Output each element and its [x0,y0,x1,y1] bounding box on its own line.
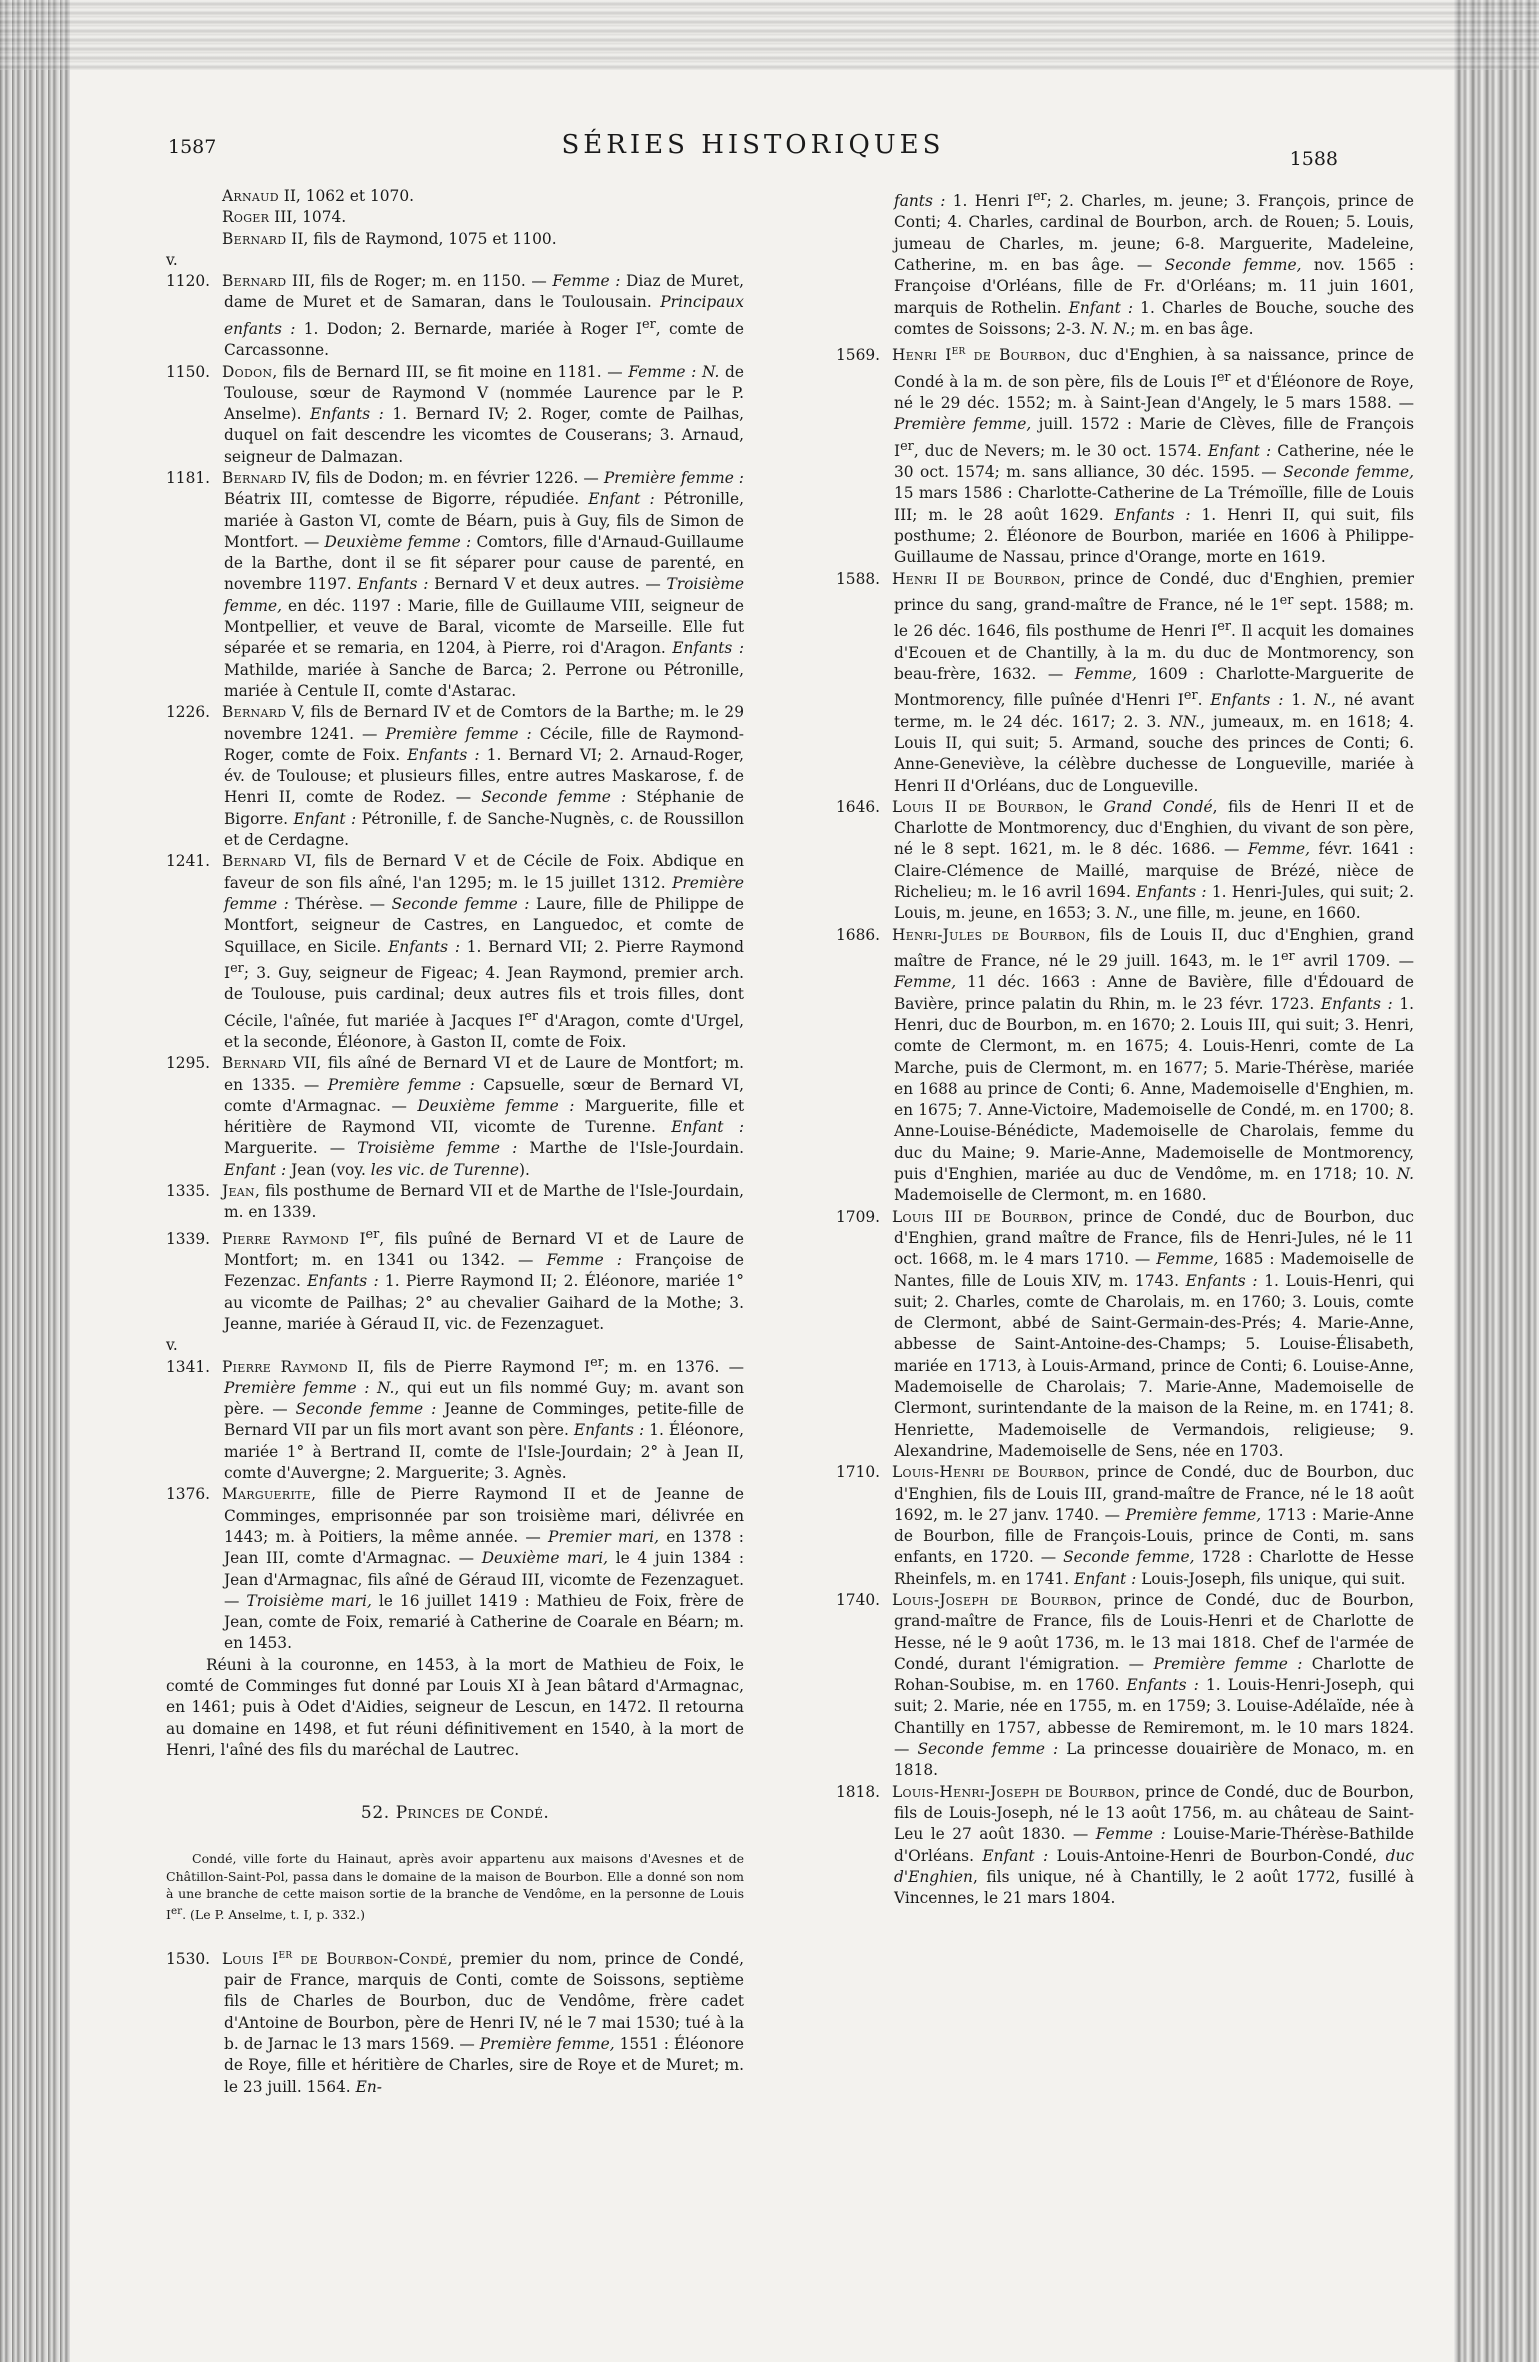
entry-text: Henri II de Bourbon, prince de Condé, duc d'Enghien, premier prince du sang, grand-maître de France, né le 1er sept. 1588; m. le 26 déc. 1646, fils posthume de Henri Ier. Il acquit les domaines d'Ecouen et de Chantilly, à la m. du duc de Montmorency, son beau-frère, 1632. — Femme, 1609 : Charlotte-Marguerite de Montmorency, fille puînée d'Henri Ier. Enfants : 1. N., né avant terme, m. le 24 déc. 1617; 2. 3. NN., jumeaux, m. en 1618; 4. Louis II, qui suit; 5. Armand, souche des princes de Conti; 6. Anne-Geneviève, la célèbre duchesse de Longueville, mariée à Henri II d'Orléans, duc de Longueville. [892,569,1415,795]
right-entries [836,340,1414,1909]
entry-text: Louis-Henri-Joseph de Bourbon, prince de Condé, duc de Bourbon, fils de Louis-Joseph, né le 13 août 1756, m. au château de Saint-Leu le 27 août 1830. — Femme : Louise-Marie-Thérèse-Bathilde d'Orléans. Enfant : Louis-Antoine-Henri de Bourbon-Condé, duc d'Enghien, fils unique, né à Chantilly, le 2 août 1772, fusillé à Vincennes, le 21 mars 1804. [892,1782,1415,1908]
entry-year: 1226. [166,703,211,722]
genealogy-entry [166,1181,744,1224]
entry-year: 1740. [836,1591,881,1609]
entry-year: 1181. [166,468,211,487]
entry-year: 1150. [166,362,211,381]
entry-text: Louis II de Bourbon, le Grand Condé, fils de Henri II et de Charlotte de Montmorency, duc d'Enghien, du vivant de son père, né le 8 sept. 1621, m. le 8 déc. 1686. — Femme, févr. 1641 : Claire-Clémence de Maillé, marquise de Brézé, nièce de Richelieu; m. le 16 avril 1694. Enfants : 1. Henri-Jules, qui suit; 2. Louis, m. jeune, en 1653; 3. N., une fille, m. jeune, en 1660. [892,797,1414,923]
entry-text: Jean, fils posthume de Bernard VII et de Marthe de l'Isle-Jourdain, m. en 1339. [222,1182,744,1222]
genealogy-entry [166,186,744,207]
entry-year: v. 1120. [166,250,211,291]
entry-year: 1710. [836,1463,881,1482]
entry-year: 1686. [836,925,881,944]
conde-entry [836,1590,1414,1782]
genealogy-entry [166,1224,744,1336]
entry-text: Louis-Joseph de Bourbon, prince de Condé, duc de Bourbon, grand-maître de France, fils de Louis-Henri et de Charlotte de Hesse, né le 9 août 1736, m. le 13 mai 1818. Chef de l'armée de Condé, durant l'émigration. — Première femme : Charlotte de Rohan-Soubise, m. en 1760. Enfants : 1. Louis-Henri-Joseph, qui suit; 2. Marie, née en 1755, m. en 1759; 3. Louise-Adélaïde, née à Chantilly en 1757, abbesse de Remiremont, m. le 10 mars 1824. — Seconde femme : La princesse douairière de Monaco, m. en 1818. [892,1591,1414,1780]
genealogy-entry [166,229,744,250]
genealogy-entry [166,250,744,362]
genealogy-entry [166,1335,744,1484]
conde-entry [836,340,1414,568]
entry-text: Henri-Jules de Bourbon, fils de Louis II, duc d'Enghien, grand maître de France, né le 29 juill. 1643, m. le 1er avril 1709. — Femme, 11 déc. 1663 : Anne de Bavière, fille d'Édouard de Bavière, prince palatin du Rhin, m. le 23 févr. 1723. Enfants : 1. Henri, duc de Bourbon, m. en 1670; 2. Louis III, qui suit; 3. Henri, comte de Clermont, m. en 1675; 4. Louis-Henri, comte de La Marche, puis de Clermont, m. en 1677; 5. Marie-Thérèse, mariée en 1688 au prince de Conti; 6. Anne, Mademoiselle d'Enghien, m. en 1675; 7. Anne-Victoire, Mademoiselle de Condé, m. en 1700; 8. Anne-Louise-Bénédicte, Mademoiselle de Charolais, femme du duc du Maine; 9. Marie-Anne, Mademoiselle de Montmorency, puis d'Enghien, mariée au duc de Vendôme, m. en 1718; 10. N. Mademoiselle de Clermont, m. en 1680. [892,925,1415,1205]
entry-text: Bernard IV, fils de Dodon; m. en février 1226. — Première femme : Béatrix III, comtesse de Bigorre, répudiée. Enfant : Pétronille, mariée à Gaston VI, comte de Béarn, puis à Guy, fils de Simon de Montfort. — Deuxième femme : Comtors, fille d'Arnaud-Guillaume de la Barthe, dont il se fit séparer pour cause de parenté, en novembre 1197. Enfants : Bernard V et deux autres. — Troisième femme, en déc. 1197 : Marie, fille de Guillaume VIII, seigneur de Montpellier, et veuve de Baral, vicomte de Marseille. Elle fut séparée et se remaria, en 1204, à Pierre, roi d'Aragon. Enfants : Mathilde, mariée à Sanche de Barca; 2. Perrone ou Pétronille, mariée à Centule II, comte d'Astarac. [222,468,745,700]
entry-year: 1818. [836,1782,881,1801]
entry-text: Bernard VI, fils de Bernard V et de Cécile de Foix. Abdique en faveur de son fils aîné, l'an 1295; m. le 15 juillet 1312. Première femme : Thérèse. — Seconde femme : Laure, fille de Philippe de Montfort, seigneur de Castres, en Languedoc, et comte de Squillace, en Sicile. Enfants : 1. Bernard VII; 2. Pierre Raymond Ier; 3. Guy, seigneur de Figeac; 4. Jean Raymond, premier arch. de Toulouse, puis cardinal; deux autres fils et trois filles, dont Cécile, l'aînée, fut mariée à Jacques Ier d'Aragon, comte d'Urgel, et la seconde, Éléonore, à Gaston II, comte de Foix. [222,852,745,1051]
entry-year: 1588. [836,569,881,588]
conde-entry [836,1462,1414,1590]
left-entries [166,186,744,1655]
entry-year: 1646. [836,797,881,816]
page-header [168,130,1338,170]
section-note: Condé, ville forte du Hainaut, après avoir appartenu aux maisons d'Avesnes et de Châtillon-Saint-Pol, passa dans le domaine de la maison de Bourbon. Elle a donné son nom à une branche de cette maison sortie de la branche de Vendôme, en la personne de Louis Ier. (Le P. Anselme, t. I, p. 332.) [166,1851,744,1923]
closing-paragraph: Réuni à la couronne, en 1453, à la mort de Mathieu de Foix, le comté de Comminges fut donné par Louis XI à Jean bâtard d'Armagnac, en 1461; puis à Odet d'Aidies, seigneur de Lescun, en 1472. Il retourna au domaine en 1498, et fut réuni définitivement en 1540, à la mort de Henri, l'aîné des fils du maréchal de Lautrec. [166,1655,744,1759]
entry-text: Louis III de Bourbon, prince de Condé, duc de Bourbon, duc d'Enghien, grand maître de France, fils de Henri-Jules, né le 11 oct. 1668, m. le 4 mars 1710. — Femme, 1685 : Mademoiselle de Nantes, fille de Louis XIV, m. 1743. Enfants : 1. Louis-Henri, qui suit; 2. Charles, comte de Charolais, m. en 1760; 3. Louis, comte de Clermont, abbé de Saint-Germain-des-Prés; 4. Marie-Anne, abbesse de Saint-Antoine-des-Champs; 5. Louise-Élisabeth, mariée en 1713, à Louis-Armand, prince de Conti; 6. Louise-Anne, Mademoiselle de Charolais; 7. Marie-Anne, Mademoiselle de Clermont, surintendante de la maison de la Reine, m. en 1741; 8. Henriette, Mademoiselle de Vermandois, religieuse; 9. Alexandrine, Mademoiselle de Sens, née en 1703. [892,1207,1414,1460]
genealogy-entry [166,1484,744,1654]
entry-text: Arnaud II, 1062 et 1070. [222,187,415,205]
entry-text: Henri Ier de Bourbon, duc d'Enghien, à sa naissance, prince de Condé à la m. de son père, fils de Louis Ier et d'Éléonore de Roye, né le 29 déc. 1552; m. à Saint-Jean d'Angely, le 5 mars 1588. — Première femme, juill. 1572 : Marie de Clèves, fille de François Ier, duc de Nevers; m. le 30 oct. 1574. Enfant : Catherine, née le 30 oct. 1574; m. sans alliance, 30 déc. 1595. — Seconde femme, 15 mars 1586 : Charlotte-Catherine de La Trémoïlle, fille de Louis III; m. le 28 août 1629. Enfants : 1. Henri II, qui suit, fils posthume; 2. Éléonore de Bourbon, mariée en 1606 à Philippe-Guillaume de Nassau, prince d'Orange, morte en 1619. [892,343,1415,567]
conde-entry [836,1207,1414,1463]
conde-entry [836,569,1414,797]
entry-text: Marguerite, fille de Pierre Raymond II et de Jeanne de Comminges, emprisonnée par son troisième mari, délivrée en 1443; m. à Poitiers, la même année. — Premier mari, en 1378 : Jean III, comte d'Armagnac. — Deuxième mari, le 4 juin 1384 : Jean d'Armagnac, fils aîné de Géraud III, vicomte de Fezenzaguet. — Troisième mari, le 16 juillet 1419 : Mathieu de Foix, frère de Jean, comte de Foix, remarié à Catherine de Coarale en Béarn; m. en 1453. [222,1485,745,1653]
entry-year: v. 1341. [166,1336,211,1376]
scan-edge-left [0,0,70,2362]
entry-year: 1295. [166,1054,211,1073]
section-entries [166,1944,744,2098]
genealogy-entry [166,207,744,228]
page-number-left: 1587 [168,136,217,158]
entry-text: Bernard VII, fils aîné de Bernard VI et de Laure de Montfort; m. en 1335. — Première femme : Capsuelle, sœur de Bernard VI, comte d'Armagnac. — Deuxième femme : Marguerite, fille et héritière de Raymond VII, vicomte de Turenne. Enfant : Marguerite. — Troisième femme : Marthe de l'Isle-Jourdain. Enfant : Jean (voy. les vic. de Turenne). [222,1054,745,1179]
entry-text: Pierre Raymond Ier, fils puîné de Bernard VI et de Laure de Montfort; m. en 1341 ou 1342. — Femme : Françoise de Fezenzac. Enfants : 1. Pierre Raymond II; 2. Éléonore, mariée 1° au vicomte de Pailhas; 2° au chevalier Gaihard de la Mothe; 3. Jeanne, mariée à Géraud II, vic. de Fezenzaguet. [222,1226,745,1333]
entry-text: Louis Ier de Bourbon-Condé, premier du nom, prince de Condé, pair de France, marquis de Conti, comte de Soissons, septième fils de Charles de Bourbon, duc de Vendôme, frère cadet d'Antoine de Bourbon, père de Henri IV, né le 7 mai 1530; tué à la b. de Jarnac le 13 mars 1569. — Première femme, 1551 : Éléonore de Roye, fille et héritière de Charles, sire de Roye et de Muret; m. le 23 juill. 1564. En- [222,1946,745,2096]
section-title: 52. Princes de Condé. [360,1803,550,1824]
conde-entry [836,1782,1414,1910]
scan-edge-right [1454,0,1539,2362]
continuation-text: fants : 1. Henri Ier; 2. Charles, m. jeune; 3. François, prince de Conti; 4. Charles, cardinal de Bourbon, arch. de Rouen; 5. Louis, jumeau de Charles, m. jeune; 6-8. Marguerite, Madeleine, Catherine, m. en bas âge. — Seconde femme, nov. 1565 : Françoise d'Orléans, fille de Fr. d'Orléans; m. 11 juin 1601, marquis de Rothelin. Enfant : 1. Charles de Bouche, souche des comtes de Soissons; 2-3. N. N.; m. en bas âge. [894,189,1415,338]
right-column [836,186,1414,1909]
entry-text: Louis-Henri de Bourbon, prince de Condé, duc de Bourbon, duc d'Enghien, fils de Louis III, grand-maître de France, né le 18 août 1692, m. le 27 janv. 1740. — Première femme, 1713 : Marie-Anne de Bourbon, fille de François-Louis, prince de Conti, m. sans enfants, en 1720. — Seconde femme, 1728 : Charlotte de Hesse Rheinfels, m. en 1741. Enfant : Louis-Joseph, fils unique, qui suit. [892,1463,1414,1588]
conde-entry [166,1944,744,2098]
conde-entry [836,925,1414,1207]
entry-text: Dodon, fils de Bernard III, se fit moine en 1181. — Femme : N. de Toulouse, sœur de Raymond V (nommée Laurence par le P. Anselme). Enfants : 1. Bernard IV; 2. Roger, comte de Pailhas, duquel on fait descendre les vicomtes de Couserans; 3. Arnaud, seigneur de Dalmazan. [222,362,745,466]
genealogy-entry [166,851,744,1053]
entry-text: Roger III, 1074. [222,208,347,227]
entry-text: Pierre Raymond II, fils de Pierre Raymond Ier; m. en 1376. — Première femme : N., qui eut un fils nommé Guy; m. avant son père. — Seconde femme : Jeanne de Comminges, petite-fille de Bernard VII par un fils mort avant son père. Enfants : 1. Éléonore, mariée 1° à Bertrand II, comte de l'Isle-Jourdain; 2° à Jean II, comte d'Auvergne; 2. Marguerite; 3. Agnès. [222,1354,744,1483]
entry-year: 1569. [836,346,881,365]
genealogy-entry [166,702,744,851]
conde-entry [836,797,1414,925]
page-number-right: 1588 [1289,148,1338,170]
genealogy-entry [166,362,744,468]
entry-year: 1709. [836,1207,881,1226]
left-column [166,186,744,2098]
genealogy-entry [166,468,744,702]
scan-edge-top [0,0,1539,70]
entry-year: 1376. [166,1485,211,1504]
running-title: SÉRIES HISTORIQUES [561,130,945,160]
genealogy-entry [166,1053,744,1181]
entry-year: 1241. [166,852,211,871]
entry-year: 1335. [166,1182,211,1201]
entry-text: Bernard III, fils de Roger; m. en 1150. — Femme : Diaz de Muret, dame de Muret et de Samaran, dans le Toulousain. Principaux enfants : 1. Dodon; 2. Bernarde, mariée à Roger Ier, comte de Carcassonne. [222,272,744,360]
entry-year: 1339. [166,1229,211,1248]
entry-text: Bernard V, fils de Bernard IV et de Comtors de la Barthe; m. le 29 novembre 1241. — Première femme : Cécile, fille de Raymond-Roger, comte de Foix. Enfants : 1. Bernard VI; 2. Arnaud-Roger, év. de Toulouse; et plusieurs filles, entre autres Maskarose, f. de Henri II, comte de Rodez. — Seconde femme : Stéphanie de Bigorre. Enfant : Pétronille, f. de Sanche-Nugnès, c. de Roussillon et de Cerdagne. [222,703,744,850]
entry-year: 1530. [166,1949,211,1968]
entry-text: Bernard II, fils de Raymond, 1075 et 1100. [222,229,557,248]
